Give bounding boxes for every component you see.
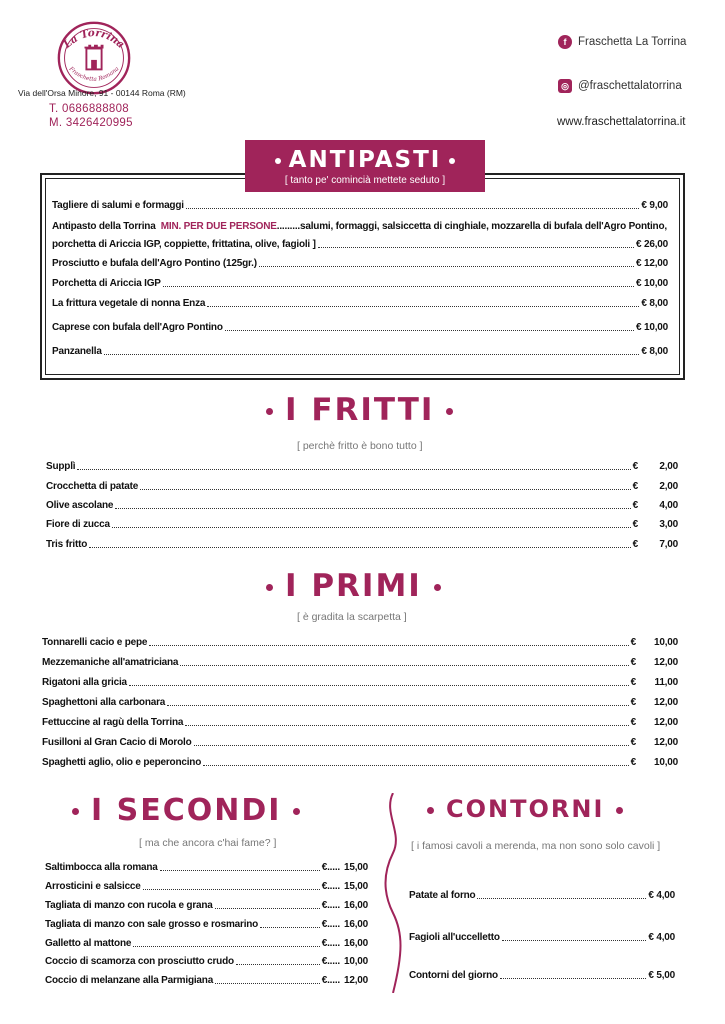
item-name: Mezzemaniche all'amatriciana bbox=[42, 657, 179, 668]
menu-item bbox=[42, 717, 678, 728]
antipasti-subtitle: [ tanto pe' comincià mettete seduto ] bbox=[284, 175, 446, 186]
instagram-icon: ◎ bbox=[558, 79, 572, 93]
item-currency: € bbox=[630, 697, 636, 708]
menu-item bbox=[45, 919, 368, 930]
dot-icon bbox=[293, 808, 300, 815]
menu-item bbox=[42, 677, 678, 688]
item-name: Saltimbocca alla romana bbox=[45, 862, 158, 873]
menu-item-antipasto-torrina-line2: porchetta di Ariccia IGP, coppiette, frittatina, olive, fagioli ] € 26,00 bbox=[52, 239, 668, 250]
website-link[interactable]: www.fraschettalatorrina.it bbox=[557, 116, 686, 128]
menu-item bbox=[46, 519, 678, 530]
phone-landline: T. 0686888808 bbox=[49, 103, 129, 115]
item-name: Contorni del giorno bbox=[409, 970, 498, 981]
item-price: 12,00 bbox=[653, 717, 678, 728]
menu-item bbox=[46, 539, 678, 550]
item-name: Coccio di melanzane alla Parmigiana bbox=[45, 975, 214, 986]
menu-item bbox=[46, 481, 678, 492]
facebook-link[interactable] bbox=[558, 35, 686, 49]
dot-icon bbox=[616, 807, 623, 814]
menu-item bbox=[45, 862, 368, 873]
item-price: 12,00 bbox=[653, 697, 678, 708]
item-currency: € bbox=[632, 539, 638, 550]
dot-icon bbox=[434, 584, 441, 591]
logo-name: La Torrina bbox=[61, 26, 127, 51]
menu-item bbox=[45, 975, 368, 986]
item-price: 2,00 bbox=[659, 461, 678, 472]
item-currency: € bbox=[630, 637, 636, 648]
menu-item bbox=[46, 500, 678, 511]
menu-item bbox=[409, 932, 675, 943]
secondi-title-row bbox=[60, 793, 312, 828]
item-currency: €..... bbox=[321, 900, 340, 911]
item-currency: €..... bbox=[321, 956, 340, 967]
item-name: Supplì bbox=[46, 461, 76, 472]
address: Via dell'Orsa Minore, 91 - 00144 Roma (RM) bbox=[18, 88, 186, 98]
dot-icon bbox=[266, 584, 273, 591]
item-name: Patate al forno bbox=[409, 890, 476, 901]
item-name: Tris fritto bbox=[46, 539, 88, 550]
item-name: Spaghettoni alla carbonara bbox=[42, 697, 166, 708]
item-name: Rigatoni alla gricia bbox=[42, 677, 127, 688]
la-torrina-logo bbox=[56, 20, 132, 96]
item-price: 10,00 bbox=[653, 637, 678, 648]
item-currency: €..... bbox=[321, 938, 340, 949]
menu-item: Prosciutto e bufala dell'Agro Pontino (125gr.) € 12,00 bbox=[52, 258, 668, 269]
item-price: 7,00 bbox=[659, 539, 678, 550]
item-name: Fagioli all'uccelletto bbox=[409, 932, 500, 943]
item-price: 10,00 bbox=[343, 956, 368, 967]
menu-item bbox=[409, 970, 675, 981]
menu-item: Porchetta di Ariccia IGP € 10,00 bbox=[52, 278, 668, 289]
dot-icon bbox=[449, 158, 455, 164]
dot-icon bbox=[427, 807, 434, 814]
menu-item bbox=[45, 956, 368, 967]
item-name: Coccio di scamorza con prosciutto crudo bbox=[45, 956, 234, 967]
dot-icon bbox=[275, 158, 281, 164]
item-name: Galletto al mattone bbox=[45, 938, 132, 949]
item-name: Crocchetta di patate bbox=[46, 481, 139, 492]
instagram-handle: @fraschettalatorrina bbox=[578, 80, 682, 92]
menu-item: Panzanella € 8,00 bbox=[52, 346, 668, 357]
item-currency: € bbox=[632, 519, 638, 530]
menu-item: Caprese con bufala dell'Agro Pontino € 10,00 bbox=[52, 322, 668, 333]
item-price: 15,00 bbox=[343, 862, 368, 873]
menu-item bbox=[42, 757, 678, 768]
item-price: 16,00 bbox=[343, 919, 368, 930]
secondi-subtitle: [ ma che ancora c'hai fame? ] bbox=[139, 837, 277, 849]
contorni-title-row bbox=[415, 795, 635, 823]
item-price: 15,00 bbox=[343, 881, 368, 892]
antipasti-banner bbox=[245, 140, 485, 192]
wavy-divider bbox=[378, 793, 408, 993]
item-name: Olive ascolane bbox=[46, 500, 114, 511]
contorni-subtitle: [ i famosi cavoli a merenda, ma non sono solo cavoli ] bbox=[411, 840, 661, 852]
logo-tagline: Fraschetta Romana bbox=[67, 66, 121, 83]
facebook-icon: f bbox=[558, 35, 572, 49]
item-price: 16,00 bbox=[343, 938, 368, 949]
item-currency: €..... bbox=[321, 862, 340, 873]
phone-mobile: M. 3426420995 bbox=[49, 117, 133, 129]
item-currency: € bbox=[632, 461, 638, 472]
item-name: Fusilloni al Gran Cacio di Morolo bbox=[42, 737, 192, 748]
primi-title: I PRIMI bbox=[285, 568, 422, 604]
facebook-name: Fraschetta La Torrina bbox=[578, 36, 687, 48]
item-currency: €..... bbox=[321, 881, 340, 892]
item-price: 3,00 bbox=[659, 519, 678, 530]
menu-item bbox=[45, 881, 368, 892]
item-name: Fettuccine al ragù della Torrina bbox=[42, 717, 184, 728]
menu-item bbox=[42, 637, 678, 648]
item-price: 2,00 bbox=[659, 481, 678, 492]
item-name: Tagliata di manzo con sale grosso e rosmarino bbox=[45, 919, 259, 930]
primi-subtitle: [ è gradita la scarpetta ] bbox=[297, 611, 407, 623]
dot-icon bbox=[266, 408, 273, 415]
item-name: Fiore di zucca bbox=[46, 519, 110, 530]
secondi-title: I SECONDI bbox=[91, 793, 282, 828]
menu-item bbox=[42, 737, 678, 748]
dot-icon bbox=[72, 808, 79, 815]
item-currency: €..... bbox=[321, 919, 340, 930]
menu-item-antipasto-torrina: Antipasto della Torrina MIN. PER DUE PERSONE ......... salumi, formaggi, salsiccetta di cinghiale, mozzarella di bufala dell'Agro Pontino, bbox=[52, 221, 667, 232]
menu-item bbox=[45, 938, 368, 949]
fritti-title: I FRITTI bbox=[285, 392, 435, 428]
instagram-link[interactable] bbox=[558, 79, 682, 93]
item-name: Tagliata di manzo con rucola e grana bbox=[45, 900, 213, 911]
menu-item: Tagliere di salumi e formaggi € 9,00 bbox=[52, 200, 668, 211]
contorni-title: CONTORNI bbox=[446, 795, 605, 823]
item-currency: €..... bbox=[321, 975, 340, 986]
fritti-title-row bbox=[254, 392, 465, 428]
fritti-subtitle: [ perchè fritto è bono tutto ] bbox=[297, 440, 423, 452]
item-currency: € bbox=[632, 481, 638, 492]
item-name: Spaghetti aglio, olio e peperoncino bbox=[42, 757, 202, 768]
item-price: 4,00 bbox=[659, 500, 678, 511]
item-price: 12,00 bbox=[653, 657, 678, 668]
item-price: € 4,00 bbox=[648, 890, 675, 901]
item-price: 10,00 bbox=[653, 757, 678, 768]
menu-item bbox=[45, 900, 368, 911]
menu-item bbox=[46, 461, 678, 472]
dot-icon bbox=[446, 408, 453, 415]
menu-item bbox=[42, 657, 678, 668]
primi-title-row bbox=[254, 568, 453, 604]
item-currency: € bbox=[630, 717, 636, 728]
item-price: 11,00 bbox=[654, 677, 678, 688]
item-currency: € bbox=[630, 737, 636, 748]
item-currency: € bbox=[630, 657, 636, 668]
item-price: € 4,00 bbox=[648, 932, 675, 943]
item-currency: € bbox=[632, 500, 638, 511]
menu-item bbox=[42, 697, 678, 708]
menu-item bbox=[409, 890, 675, 901]
item-price: 16,00 bbox=[343, 900, 368, 911]
item-price: 12,00 bbox=[653, 737, 678, 748]
item-name: Arrosticini e salsicce bbox=[45, 881, 141, 892]
item-name: Tonnarelli cacio e pepe bbox=[42, 637, 148, 648]
menu-item: La frittura vegetale di nonna Enza € 8,00 bbox=[52, 298, 668, 309]
antipasti-title: ANTIPASTI bbox=[288, 147, 442, 173]
item-currency: € bbox=[630, 677, 636, 688]
item-price: 12,00 bbox=[343, 975, 368, 986]
item-price: € 5,00 bbox=[648, 970, 675, 981]
item-currency: € bbox=[630, 757, 636, 768]
